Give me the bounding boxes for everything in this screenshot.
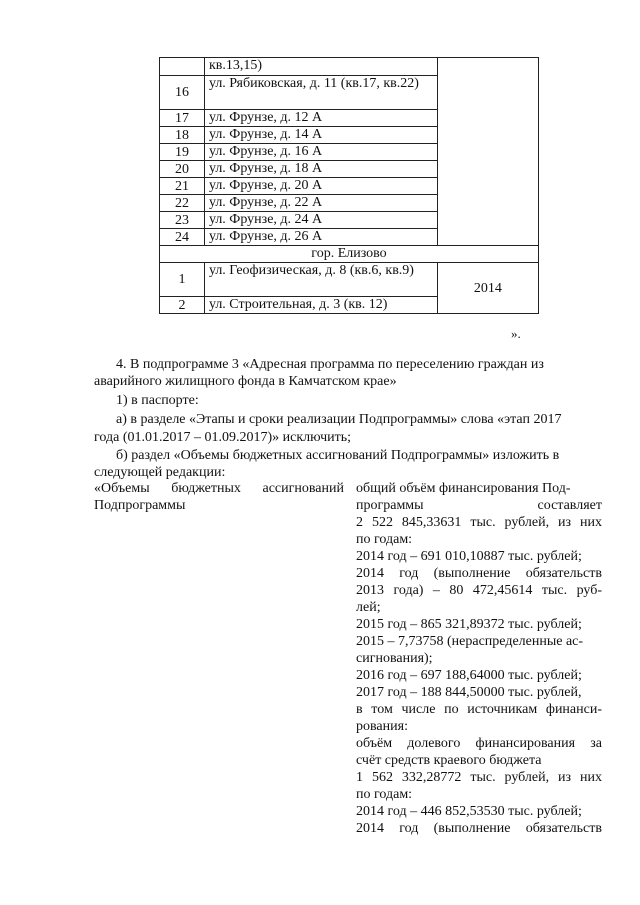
budget-line: 2015 – 7,73758 (нераспределенные ас- — [356, 634, 584, 649]
row-address: ул. Строительная, д. 3 (кв. 12) — [204, 297, 437, 314]
row-number: 23 — [160, 212, 205, 229]
paragraph-4-line2: аварийного жилищного фонда в Камчатском крае» — [94, 374, 397, 389]
city-header: гор. Елизово — [160, 246, 539, 263]
paragraph-b-line2: следующей редакции: — [94, 465, 226, 480]
budget-line: в том числе по источникам финанси- — [356, 702, 602, 717]
budget-line: 2014 год – 691 010,10887 тыс. рублей; — [356, 549, 582, 564]
budget-line: 2 522 845,33631 тыс. рублей, из них — [356, 515, 602, 530]
paragraph-4-line1: 4. В подпрограмме 3 «Адресная программа по переселению граждан из — [116, 357, 544, 372]
row-number: 16 — [160, 76, 205, 110]
budget-line: сигнования); — [356, 651, 433, 666]
paragraph-1: 1) в паспорте: — [116, 393, 199, 408]
budget-line: лей; — [356, 600, 381, 615]
budget-line: объём долевого финансирования за — [356, 736, 602, 751]
row-address: ул. Фрунзе, д. 22 А — [204, 195, 437, 212]
row-number: 1 — [160, 263, 205, 297]
budget-line: программы составляет — [356, 498, 602, 513]
budget-line: 2014 год – 446 852,53530 тыс. рублей; — [356, 804, 582, 819]
row-number: 2 — [160, 297, 205, 314]
row-address: ул. Фрунзе, д. 16 А — [204, 144, 437, 161]
table-row-city-header — [160, 246, 539, 263]
paragraph-b-line1: б) раздел «Объемы бюджетных ассигнований Подпрограммы» изложить в — [116, 448, 560, 463]
budget-line: 2015 год – 865 321,89372 тыс. рублей; — [356, 617, 582, 632]
budget-line: по годам: — [356, 532, 413, 547]
row-number: 17 — [160, 110, 205, 127]
row-number: 19 — [160, 144, 205, 161]
row-number — [160, 58, 205, 76]
row-address: ул. Фрунзе, д. 12 А — [204, 110, 437, 127]
row-number: 21 — [160, 178, 205, 195]
budget-line: 2013 года) – 80 472,45614 тыс. руб- — [356, 583, 602, 598]
row-number: 18 — [160, 127, 205, 144]
row-address: ул. Рябиковская, д. 11 (кв.17, кв.22) — [204, 76, 437, 110]
table-row — [160, 58, 539, 76]
budget-label-line2: Подпрограммы — [94, 498, 186, 513]
row-address: ул. Фрунзе, д. 14 А — [204, 127, 437, 144]
closing-quote: ». — [511, 326, 521, 341]
paragraph-a-line2: года (01.01.2017 – 01.09.2017)» исключить; — [94, 430, 351, 445]
row-year: 2014 — [437, 263, 538, 314]
row-address: ул. Фрунзе, д. 20 А — [204, 178, 437, 195]
budget-line: счёт средств краевого бюджета — [356, 753, 542, 768]
row-address: ул. Фрунзе, д. 26 А — [204, 229, 437, 246]
paragraph-a-line1: а) в разделе «Этапы и сроки реализации Подпрограммы» слова «этап 2017 — [116, 412, 562, 427]
address-table — [159, 57, 539, 314]
budget-line: общий объём финансирования Под- — [356, 481, 571, 496]
budget-line: 2016 год – 697 188,64000 тыс. рублей; — [356, 668, 582, 683]
row-address: ул. Фрунзе, д. 24 А — [204, 212, 437, 229]
row-address: кв.13,15) — [204, 58, 437, 76]
row-number: 20 — [160, 161, 205, 178]
budget-line: 2014 год (выполнение обязательств — [356, 566, 602, 581]
row-number: 22 — [160, 195, 205, 212]
budget-label-line1: «Объемы бюджетных ассигнований — [94, 481, 344, 496]
budget-line: 2014 год (выполнение обязательств — [356, 821, 602, 836]
budget-line: рования: — [356, 719, 408, 734]
row-number: 24 — [160, 229, 205, 246]
budget-line: по годам: — [356, 787, 413, 802]
row-address: ул. Геофизическая, д. 8 (кв.6, кв.9) — [204, 263, 437, 297]
budget-label — [94, 480, 344, 514]
budget-details — [356, 480, 602, 837]
row-year — [437, 58, 538, 246]
budget-line: 2017 год – 188 844,50000 тыс. рублей, — [356, 685, 582, 700]
row-address: ул. Фрунзе, д. 18 А — [204, 161, 437, 178]
budget-line: 1 562 332,28772 тыс. рублей, из них — [356, 770, 602, 785]
table-row — [160, 263, 539, 297]
